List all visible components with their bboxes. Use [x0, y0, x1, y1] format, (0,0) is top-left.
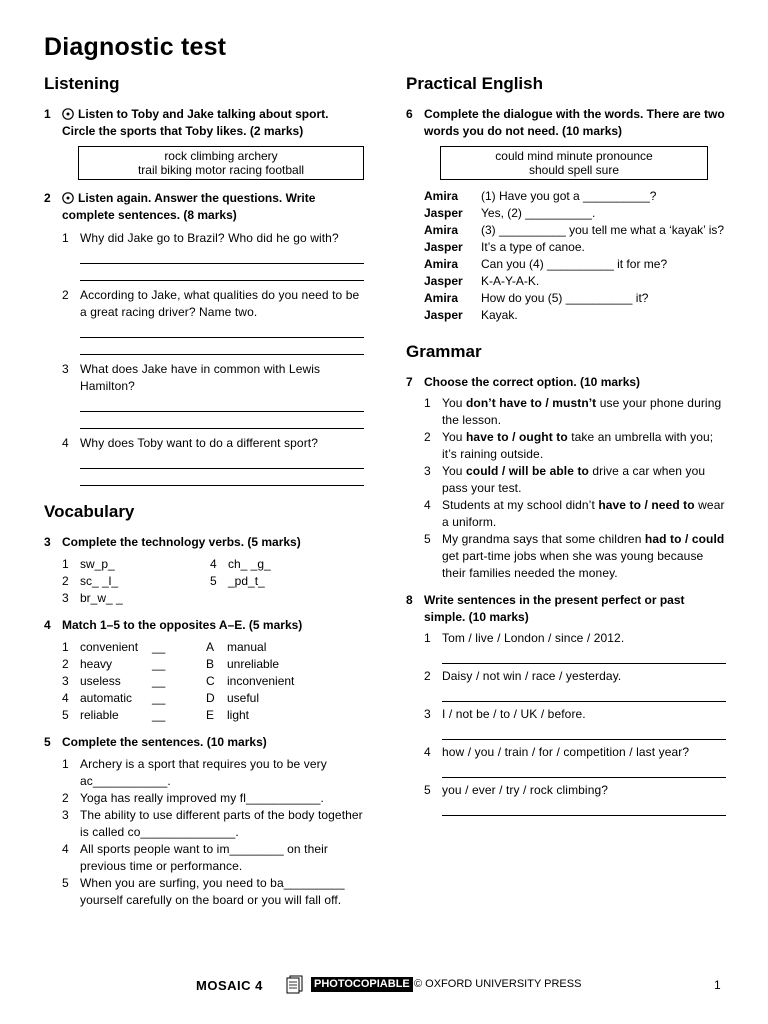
- task-number: 7: [406, 375, 413, 389]
- dialogue-line: Amira (3) __________ you tell me what a ‘kayak’ is?: [424, 223, 725, 237]
- match-blank[interactable]: __: [152, 691, 166, 705]
- task-6: [406, 106, 726, 324]
- brand-logo: MOSAIC 4: [196, 978, 263, 993]
- task-number: 6: [406, 107, 413, 121]
- listening-heading: Listening: [44, 74, 120, 93]
- option-choice[interactable]: have to / need to: [598, 498, 695, 512]
- word-box-line: could mind minute pronounce: [495, 149, 653, 163]
- option-choice[interactable]: could / will be able to: [465, 464, 589, 478]
- list-item: 3 The ability to use different parts of the body together is called co______________.: [62, 808, 363, 839]
- question: 5 you / ever / try / rock climbing?: [424, 783, 609, 797]
- match-row: 1 convenient __ A manual: [62, 640, 267, 654]
- question: 3 I / not be / to / UK / before.: [424, 707, 586, 721]
- answer-line[interactable]: [442, 685, 726, 702]
- right-column: [406, 72, 726, 826]
- dialogue-line: Jasper Yes, (2) __________.: [424, 206, 596, 220]
- answer-line[interactable]: [442, 799, 726, 816]
- answer-line[interactable]: [80, 395, 364, 412]
- match-blank[interactable]: __: [152, 674, 166, 688]
- vocabulary-heading: Vocabulary: [44, 502, 135, 521]
- list-item: 3 br_w_ _: [62, 591, 123, 605]
- dialogue-line: Jasper It’s a type of canoe.: [424, 240, 585, 254]
- left-column: [44, 72, 364, 919]
- task-2: [44, 190, 364, 486]
- list-item: 1 sw_p_: [62, 557, 115, 571]
- task-8: [406, 592, 726, 816]
- task-instruction: Listen to Toby and Jake talking about sport. Circle the sports that Toby likes. (2 marks): [62, 107, 329, 138]
- dialogue-line: Jasper K-A-Y-A-K.: [424, 274, 540, 288]
- task-instruction: Write sentences in the present perfect or past simple. (10 marks): [424, 593, 685, 624]
- task-3: [44, 534, 364, 607]
- word-box: [440, 146, 708, 180]
- answer-line[interactable]: [80, 321, 364, 338]
- task-instruction: Match 1–5 to the opposites A–E. (5 marks): [62, 618, 303, 632]
- list-item: 4 Students at my school didn’t have to / need to wear a uniform.: [424, 498, 725, 529]
- task-number: 4: [44, 618, 51, 632]
- dialogue-line: Amira How do you (5) __________ it?: [424, 291, 649, 305]
- list-item: 5 When you are surfing, you need to ba_________ yourself carefully on the board or you will fall off.: [62, 876, 345, 907]
- answer-line[interactable]: [80, 412, 364, 429]
- list-item: 2 Yoga has really improved my fl___________.: [62, 791, 324, 805]
- page-footer: [0, 975, 768, 995]
- task-instruction: Complete the dialogue with the words. There are two words you do not need. (10 marks): [424, 107, 725, 138]
- task-1: [44, 106, 364, 180]
- dialogue-line: Jasper Kayak.: [424, 308, 518, 322]
- task-4: [44, 617, 364, 724]
- task-instruction: Listen again. Answer the questions. Write complete sentences. (8 marks): [62, 191, 316, 222]
- word-box: [78, 146, 364, 180]
- option-choice[interactable]: don’t have to / mustn’t: [465, 396, 597, 410]
- page-number: 1: [714, 978, 721, 992]
- question: 2 According to Jake, what qualities do you need to be a great racing driver? Name two.: [62, 288, 360, 319]
- answer-line[interactable]: [80, 338, 364, 355]
- page-title: Diagnostic test: [44, 33, 227, 61]
- audio-cd-icon: [62, 192, 74, 204]
- list-item: 1 Archery is a sport that requires you to be very ac___________.: [62, 757, 327, 788]
- list-item: 2 sc_ _l_: [62, 574, 119, 588]
- word-box-line: should spell sure: [528, 163, 620, 177]
- answer-line[interactable]: [80, 247, 364, 264]
- option-choice[interactable]: have to / ought to: [465, 430, 568, 444]
- task-number: 5: [44, 735, 51, 749]
- question: 2 Daisy / not win / race / yesterday.: [424, 669, 622, 683]
- publisher-credit: © OXFORD UNIVERSITY PRESS: [414, 978, 582, 990]
- answer-line[interactable]: [442, 647, 726, 664]
- word-box-line[interactable]: rock climbing archery: [164, 149, 278, 163]
- task-instruction: Choose the correct option. (10 marks): [424, 375, 641, 389]
- list-item: 4 All sports people want to im________ on their previous time or performance.: [62, 842, 328, 873]
- answer-line[interactable]: [442, 761, 726, 778]
- photocopiable-badge: PHOTOCOPIABLE: [311, 977, 413, 992]
- match-blank[interactable]: __: [152, 657, 166, 671]
- list-item: 4 ch_ _g_: [210, 557, 271, 571]
- answer-line[interactable]: [442, 723, 726, 740]
- task-number: 8: [406, 593, 413, 607]
- photocopy-icon: [283, 975, 305, 995]
- practical-english-heading: Practical English: [406, 74, 543, 93]
- match-row: 4 automatic __ D useful: [62, 691, 260, 705]
- task-number: 2: [44, 191, 51, 205]
- match-blank[interactable]: __: [152, 708, 166, 722]
- list-item: 2 You have to / ought to take an umbrella with you; it’s raining outside.: [424, 430, 714, 461]
- list-item: 5 My grandma says that some children had to / could get part-time jobs when she was young because their families needed the money.: [424, 532, 725, 580]
- task-instruction: Complete the sentences. (10 marks): [62, 735, 267, 749]
- list-item: 3 You could / will be able to drive a car when you pass your test.: [424, 464, 706, 495]
- task-instruction: Complete the technology verbs. (5 marks): [62, 535, 301, 549]
- question: 4 Why does Toby want to do a different sport?: [62, 436, 318, 450]
- task-number: 3: [44, 535, 51, 549]
- dialogue-line: Amira (1) Have you got a __________?: [424, 189, 657, 203]
- question: 4 how / you / train / for / competition / last year?: [424, 745, 690, 759]
- list-item: 5 _pd_t_: [210, 574, 265, 588]
- question: 1 Tom / live / London / since / 2012.: [424, 631, 625, 645]
- word-box-line[interactable]: trail biking motor racing football: [137, 163, 305, 177]
- match-row: 3 useless __ C inconvenient: [62, 674, 295, 688]
- audio-cd-icon: [62, 108, 74, 120]
- dialogue-line: Amira Can you (4) __________ it for me?: [424, 257, 668, 271]
- question: 3 What does Jake have in common with Lewis Hamilton?: [62, 362, 321, 393]
- task-5: [44, 734, 364, 909]
- match-row: 5 reliable __ E light: [62, 708, 250, 722]
- match-row: 2 heavy __ B unreliable: [62, 657, 280, 671]
- list-item: 1 You don’t have to / mustn’t use your phone during the lesson.: [424, 396, 722, 427]
- question: 1 Why did Jake go to Brazil? Who did he go with?: [62, 231, 339, 245]
- task-number: 1: [44, 107, 51, 121]
- task-7: [406, 374, 726, 582]
- match-blank[interactable]: __: [152, 640, 166, 654]
- answer-line[interactable]: [80, 469, 364, 486]
- answer-line[interactable]: [80, 264, 364, 281]
- grammar-heading: Grammar: [406, 342, 482, 361]
- answer-line[interactable]: [80, 452, 364, 469]
- option-choice[interactable]: had to / could: [644, 532, 725, 546]
